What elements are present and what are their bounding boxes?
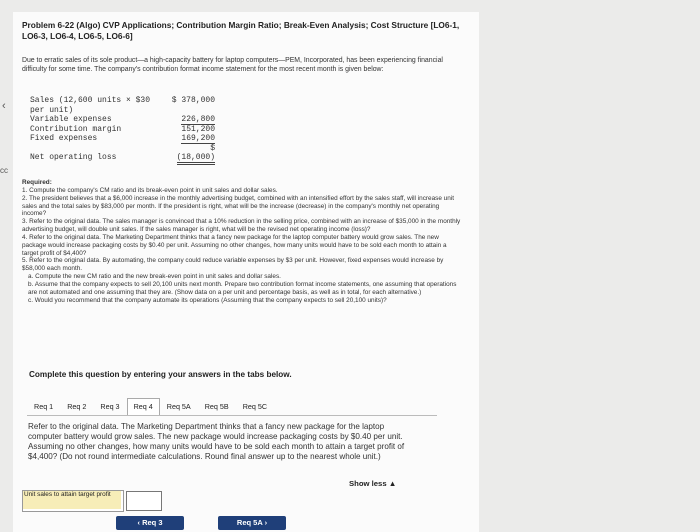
tab-req-5b[interactable]: Req 5B [204, 402, 229, 411]
tab-divider [27, 415, 437, 416]
problem-intro: Due to erratic sales of its sole product—a high-capacity battery for laptop computers—PEM, Incorporated, has been experiencing financial difficulty for some time. The company's contribution format income statement for the most recent month is given below: [22, 57, 443, 73]
sales-label-cont: per unit) [30, 105, 74, 115]
tab-req-1[interactable]: Req 1 [34, 402, 54, 411]
problem-title: Problem 6-22 (Algo) CVP Applications; Contribution Margin Ratio; Break-Even Analysis; Cost Structure [LO6-1, LO6-3, LO6-4, LO6-5, LO6-6] [22, 20, 460, 41]
sales-label: Sales (12,600 units × $30 [30, 96, 151, 105]
net-operating-loss-amount: (18,000) [177, 153, 215, 165]
tab-req-5c[interactable]: Req 5C [242, 402, 268, 411]
dollar-sign: $ [210, 143, 215, 153]
required-item-5: 5. Refer to the original data. By automating, the company could reduce variable expenses by $3 per unit. However, fixed expenses would increase by $58,000 each month. [22, 257, 444, 273]
net-operating-loss-label: Net operating loss [30, 153, 117, 162]
unit-sales-input[interactable] [126, 491, 162, 511]
sales-amount: $ 378,000 [171, 96, 215, 105]
required-item-3: 3. Refer to the original data. The sales manager is convinced that a 10% reduction in the selling price, combined with an increase of $35,000 in the monthly advertising budget, will double unit sales. If the sales manager is right, what will be the revised net operating income (loss)? [22, 218, 461, 234]
required-item-5a: a. Compute the new CM ratio and the new break-even point in unit sales and dollar sales. [28, 273, 281, 281]
prev-req-button[interactable]: ‹ Req 3 [116, 516, 184, 530]
required-section [22, 179, 462, 305]
sidebar-clipped-text: cc [0, 166, 8, 175]
instructions-text: Complete this question by entering your answers in the tabs below. [29, 370, 292, 379]
variable-expenses-label: Variable expenses [30, 115, 112, 124]
tab-req-2[interactable]: Req 2 [67, 402, 87, 411]
back-chevron-icon[interactable]: ‹ [2, 100, 6, 112]
contribution-margin-amount: 151,200 [181, 124, 215, 134]
question-text: Refer to the original data. The Marketing Department thinks that a fancy new package for the laptop computer battery would grow sales. The new package would increase packaging costs by $0.40 per unit. Assuming no other changes, how many units would have to be sold each month to attain a target profit of $4,400? (Do not round intermediate calculations. Round final answer up to the nearest whole unit.) [28, 422, 405, 461]
required-item-5b: b. Assume that the company expects to sell 20,100 units next month. Prepare two contribution format income statements, one assuming that operations are not automated and one assuming that they are. (Show data on a per unit and percentage basis, as well as in total, for each alternative.) [28, 280, 457, 296]
tab-req-4[interactable]: Req 4 [127, 398, 160, 416]
required-item-5c: c. Would you recommend that the company automate its operations (Assuming that the company expects to sell 20,100 units)? [28, 296, 387, 304]
fixed-expenses-amount: 169,200 [181, 134, 215, 143]
required-item-4: 4. Refer to the original data. The Marketing Department thinks that a fancy new package for the laptop computer battery would grow sales. The new package would increase packaging costs by $0.40 per unit. Assuming no other changes, how many units would have to be sold each month to attain a target profit of $4,400? [22, 233, 447, 257]
income-statement [26, 96, 221, 163]
tab-req-5a[interactable]: Req 5A [166, 402, 191, 411]
show-less-link[interactable]: Show less ▲ [349, 479, 397, 488]
variable-expenses-amount: 226,800 [181, 115, 215, 124]
next-req-button[interactable]: Req 5A › [218, 516, 286, 530]
fixed-expenses-label: Fixed expenses [30, 134, 98, 143]
required-item-1: 1. Compute the company's CM ratio and its break-even point in unit sales and dollar sales. [22, 186, 278, 194]
contribution-margin-label: Contribution margin [30, 124, 122, 134]
requirement-tabs [27, 399, 274, 415]
tab-req-3[interactable]: Req 3 [100, 402, 120, 411]
answer-label: Unit sales to attain target profit [23, 491, 121, 509]
required-item-2: 2. The president believes that a $6,000 increase in the monthly advertising budget, combined with an intensified effort by the sales staff, will increase unit sales and the total sales by $83,000 per month. If the president is right, what will be the increase (decrease) in the company's monthly net operating income? [22, 194, 454, 218]
required-heading: Required: [22, 179, 52, 186]
